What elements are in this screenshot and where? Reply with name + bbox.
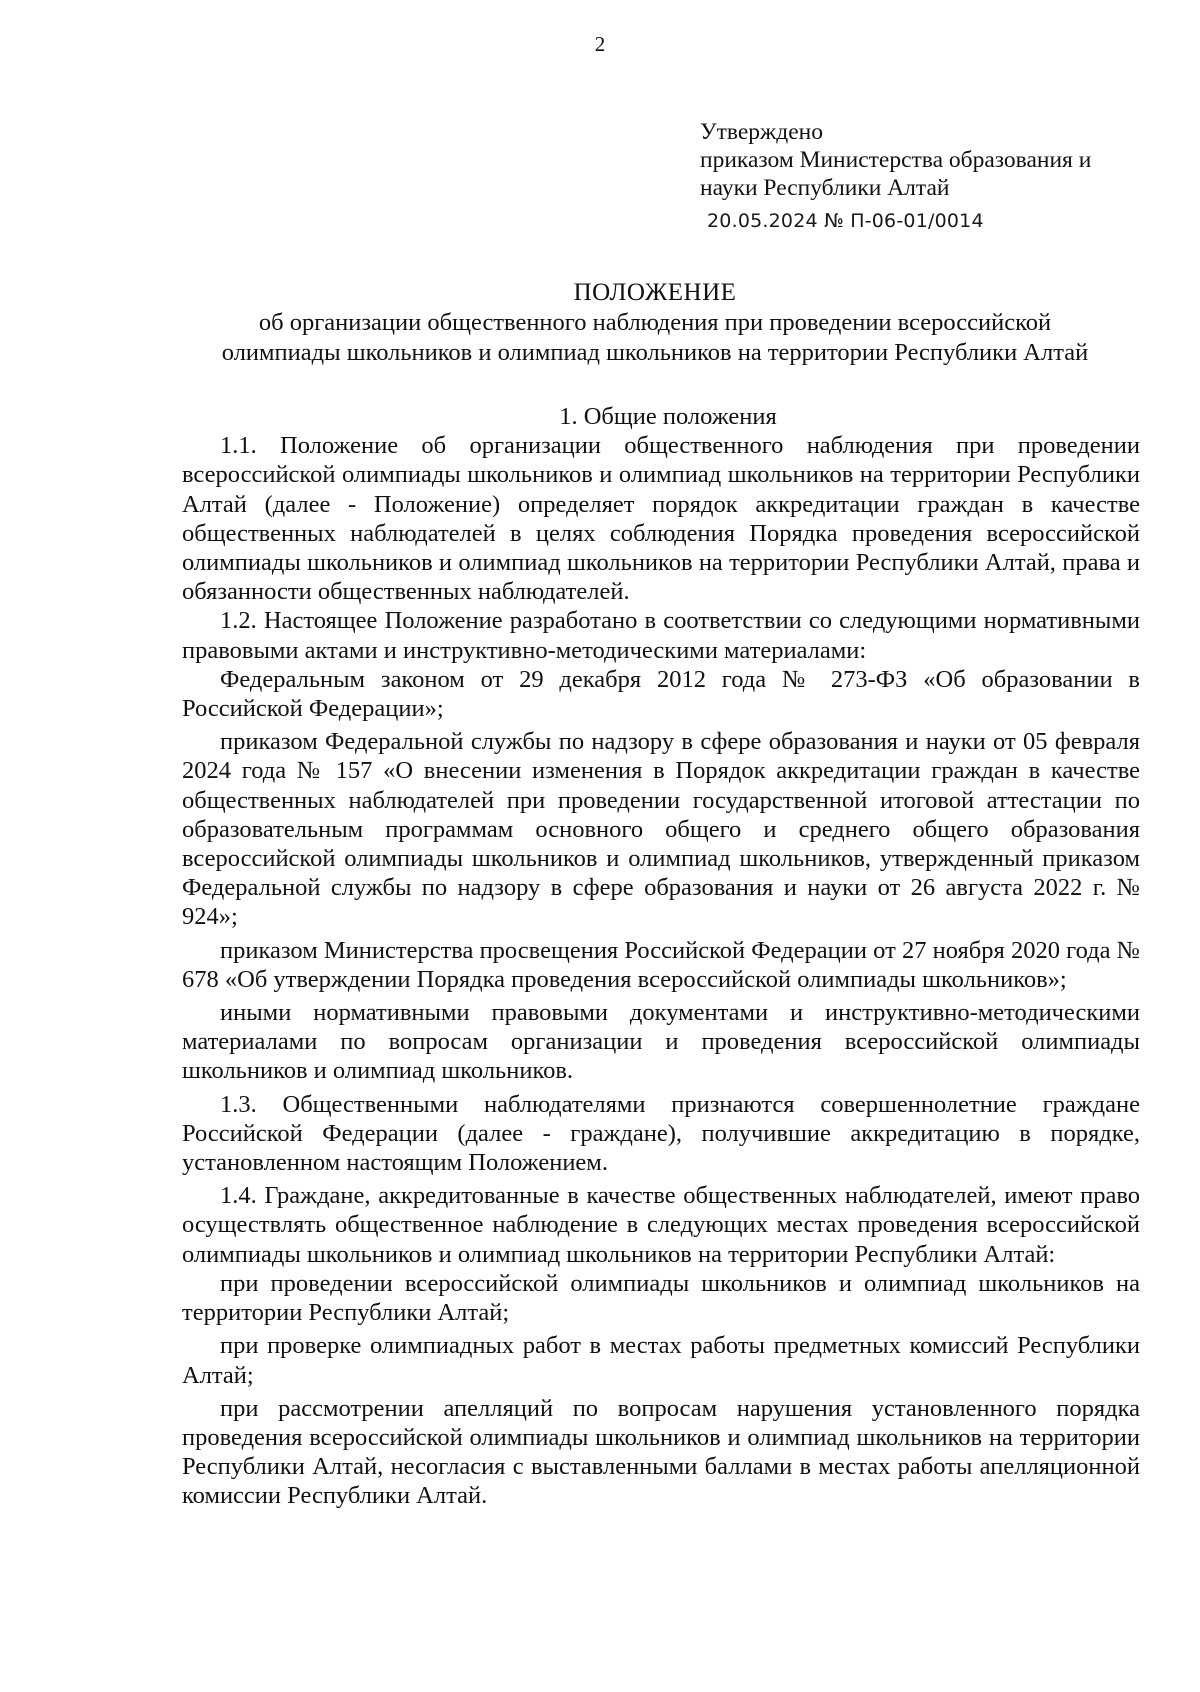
paragraph: 1.1. Положение об организации общественного наблюдения при проведении всероссийской олимпиады школьников и олимпиад школьников на территории Республики Алтай (далее - Положение) определяет порядок аккредитации граждан в качестве общественных наблюдателей в целях соблюдения Порядка проведения всероссийской олимпиады школьников и олимпиад школьников на территории Республики Алтай, права и обязанности общественных наблюдателей. (182, 432, 1140, 606)
paragraph: приказом Министерства просвещения Российской Федерации от 27 ноября 2020 года № 678 «Об утверждении Порядка проведения всероссийской олимпиады школьников»; (182, 936, 1140, 993)
approval-line: науки Республики Алтай (700, 175, 950, 201)
approval-line: приказом Министерства образования и (700, 147, 1092, 173)
paragraph: иными нормативными правовыми документами и инструктивно-методическими материалами по вопросам организации и проведения всероссийской олимпиады школьников и олимпиад школьников. (182, 999, 1140, 1085)
paragraph: Федеральным законом от 29 декабря 2012 года № 273-ФЗ «Об образовании в Российской Федерации»; (182, 665, 1140, 723)
paragraph: при проведении всероссийской олимпиады школьников и олимпиад школьников на территории Республики Алтай; (182, 1269, 1140, 1327)
document-body (182, 402, 1140, 1511)
paragraph: 1.4. Граждане, аккредитованные в качестве общественных наблюдателей, имеют право осуществлять общественное наблюдение в следующих местах проведения всероссийской олимпиады школьников и олимпиад школьников на территории Республики Алтай: (182, 1182, 1140, 1268)
approval-date-number: 20.05.2024 № П-06-01/0014 (707, 210, 984, 232)
document-subtitle-line: олимпиады школьников и олимпиад школьников на территории Республики Алтай (221, 339, 1089, 366)
paragraph: при проверке олимпиадных работ в местах работы предметных комиссий Республики Алтай; (182, 1332, 1140, 1389)
page-number: 2 (594, 32, 606, 56)
section-title: 1. Общие положения (559, 403, 777, 430)
document-heading (170, 278, 1140, 368)
document-title: ПОЛОЖЕНИЕ (573, 279, 737, 306)
approval-line: Утверждено (700, 119, 823, 145)
paragraph: приказом Федеральной службы по надзору в сфере образования и науки от 05 февраля 2024 года № 157 «О внесении изменения в Порядок аккредитации граждан в качестве общественных наблюдателей при проведении государственной итоговой аттестации по образовательным программам основного общего и среднего общего образования всероссийской олимпиады школьников и олимпиад школьников, утвержденный приказом Федеральной службы по надзору в сфере образования и науки от 26 августа 2022 г. № 924»; (182, 728, 1140, 931)
paragraph: 1.2. Настоящее Положение разработано в соответствии со следующими нормативными правовыми актами и инструктивно-методическими материалами: (182, 607, 1140, 664)
document-subtitle-line: об организации общественного наблюдения при проведении всероссийской (258, 309, 1052, 336)
approval-block (700, 118, 1120, 202)
paragraph: 1.3. Общественными наблюдателями признаются совершеннолетние граждане Российской Федерации (далее - граждане), получившие аккредитацию в порядке, установленном настоящим Положением. (182, 1090, 1140, 1177)
paragraph: при рассмотрении апелляций по вопросам нарушения установленного порядка проведения всероссийской олимпиады школьников и олимпиад школьников на территории Республики Алтай, несогласия с выставленными баллами в местах работы апелляционной комиссии Республики Алтай. (182, 1394, 1140, 1510)
